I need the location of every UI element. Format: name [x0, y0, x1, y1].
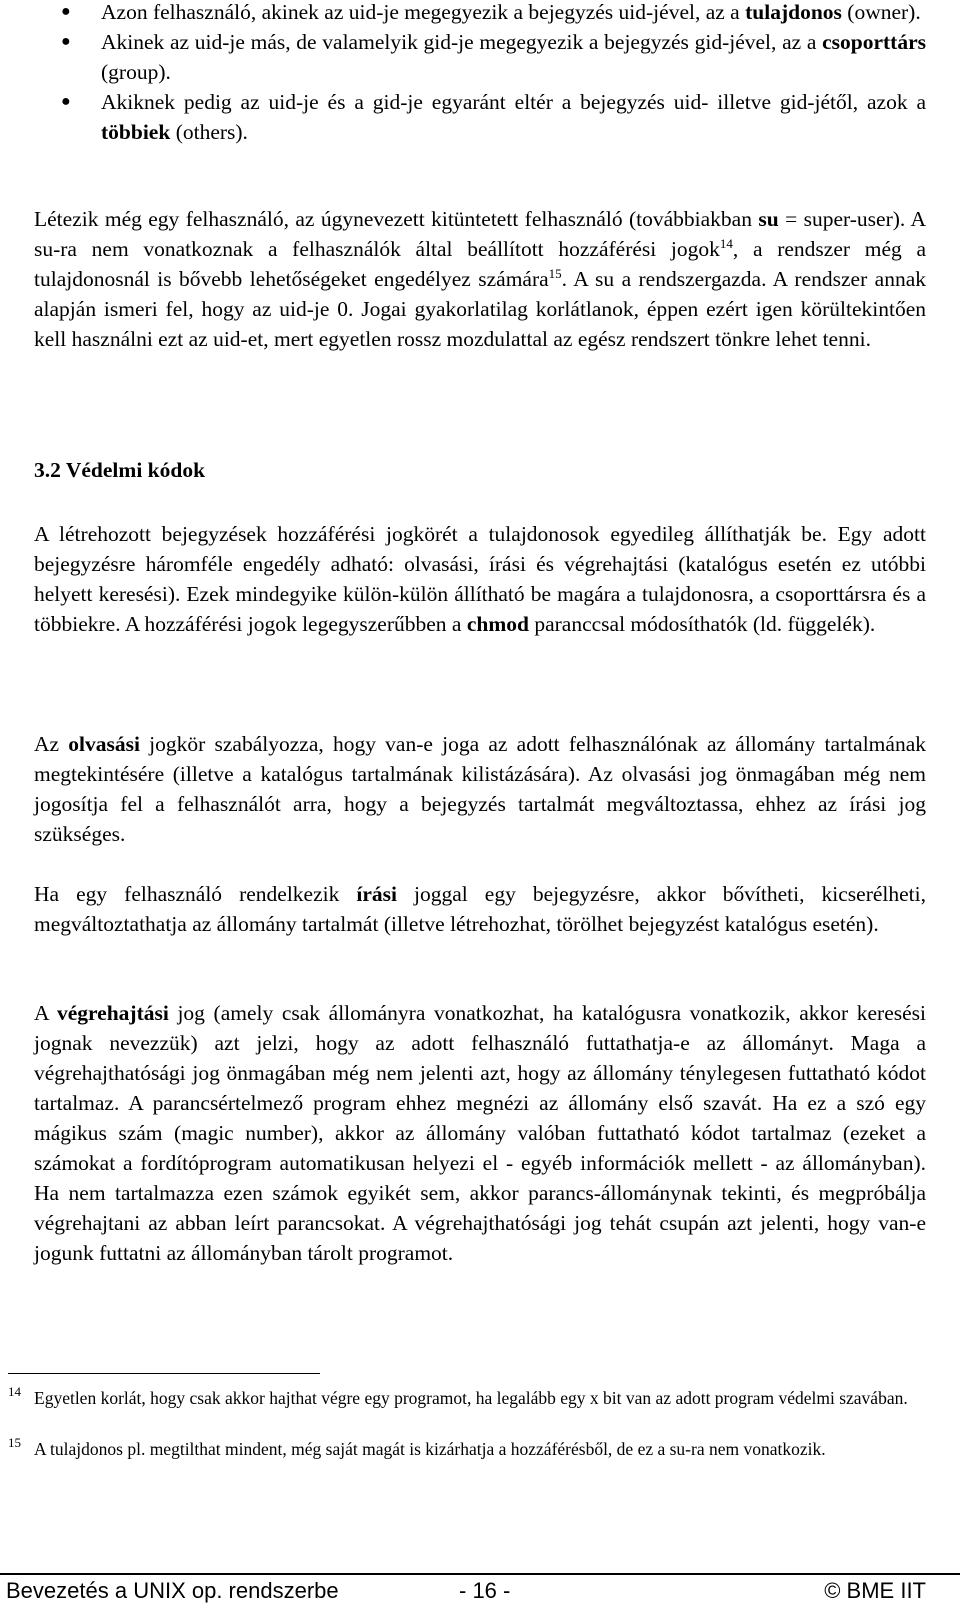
footnote-ref[interactable]: 14	[719, 235, 733, 251]
footnote-divider	[8, 1373, 320, 1374]
page-number: - 16 -	[459, 1578, 511, 1603]
write-permission-paragraph: Ha egy felhasználó rendelkezik írási joggal egy bejegyzésre, akkor bővítheti, kicserélheti, megváltoztathatja az állomány tartalmát (illetve létrehozhat, törölhet bejegyzést katalógus esetén).	[34, 882, 926, 936]
page-footer	[0, 1576, 960, 1608]
bullet-icon: ●	[61, 33, 71, 50]
footnote	[8, 1384, 926, 1410]
list-item: ● Akiknek pedig az uid-je és a gid-je egyaránt eltér a bejegyzés uid- illetve gid-jétől, azok a többiek (others).	[34, 87, 926, 147]
footnote	[8, 1435, 926, 1461]
protection-codes-paragraph: A létrehozott bejegyzések hozzáférési jogkörét a tulajdonosok egyedileg állíthatják be. Egy adott bejegyzésre háromféle engedély adható: olvasási, írási és végrehajtási (katalógus esetén ez utóbbi helyett keresési). Ezek mindegyike külön-külön állítható be magára a tulajdonosra, a csoporttársra és a többiekre. A hozzáférési jogok legegyszerűbben a chmod paranccsal módosíthatók (ld. függelék).	[34, 522, 926, 636]
footnote-text: Egyetlen korlát, hogy csak akkor hajthat végre egy programot, ha legalább egy x bit van az adott program védelmi szavában.	[34, 1388, 908, 1408]
list-item: ● Azon felhasználó, akinek az uid-je megegyezik a bejegyzés uid-jével, az a tulajdonos (owner).	[34, 0, 926, 27]
read-permission-paragraph: Az olvasási jogkör szabályozza, hogy van-e joga az adott felhasználónak az állomány tartalmának megtekintésére (illetve a katalógus tartalmának kilistázására). Az olvasási jog önmagában még nem jogosítja fel a felhasználót arra, hogy a bejegyzés tartalmát megváltoztassa, ehhez az írási jog szükséges.	[34, 732, 926, 846]
footnote-number: 15	[8, 1435, 21, 1450]
list-item: ● Akinek az uid-je más, de valamelyik gid-je megegyezik a bejegyzés gid-jével, az a csoporttárs (group).	[34, 27, 926, 87]
bullet-icon: ●	[61, 93, 71, 110]
owner-categories-list	[34, 0, 926, 147]
execute-permission-paragraph: A végrehajtási jog (amely csak állományra vonatkozhat, ha katalógusra vonatkozik, akkor keresési jognak nevezzük) azt jelzi, hogy az adott felhasználó futtathatja-e az állományt. Maga a végrehajthatósági jog önmagában még nem jelenti azt, hogy az állomány ténylegesen futtatható kódot tartalmaz. A parancsértelmező program ehhez megnézi az állomány első szavát. Ha ez a szó egy mágikus szám (magic number), akkor az állomány valóban futtatható kódot tartalmaz (ezeket a számokat a fordítóprogram automatikusan helyezi el - egyéb információk mellett - az állományban). Ha nem tartalmazza ezen számok egyikét sem, akkor parancs-állománynak tekinti, és megpróbálja végrehajtani az abban leírt parancsokat. A végrehajthatósági jog tehát csupán azt jelenti, hogy van-e jogunk futtatni az állományban tárolt programot.	[34, 1001, 927, 1265]
footer-title: Bevezetés a UNIX op. rendszerbe	[6, 1578, 339, 1603]
footnote-text: A tulajdonos pl. megtilthat mindent, még saját magát is kizárhatja a hozzáférésből, de ez a su-ra nem vonatkozik.	[34, 1439, 826, 1459]
footnote-ref[interactable]: 15	[548, 265, 562, 281]
footer-copyright: © BME IIT	[824, 1578, 926, 1603]
section-heading: 3.2 Védelmi kódok	[34, 458, 206, 482]
footnote-number: 14	[8, 1384, 21, 1399]
footer-divider	[0, 1573, 960, 1575]
superuser-paragraph: Létezik még egy felhasználó, az úgynevezett kitüntetett felhasználó (továbbiakban su = super-user). A su-ra nem vonatkoznak a felhasználók által beállított hozzáférési jogok$^{14}$, a rendszer még a tulajdonosnál is bővebb lehetőségeket engedélyez számára$^{15}$. A su a rendszergazda. A rendszer annak alapján ismeri fel, hogy az uid-je 0. Jogai gyakorlatilag korlátlanok, éppen ezért igen körültekintően kell használni ezt az uid-et, mert egyetlen rossz mozdulattal az egész rendszert tönkre lehet tenni.	[34, 207, 927, 351]
bullet-icon: ●	[61, 3, 71, 20]
